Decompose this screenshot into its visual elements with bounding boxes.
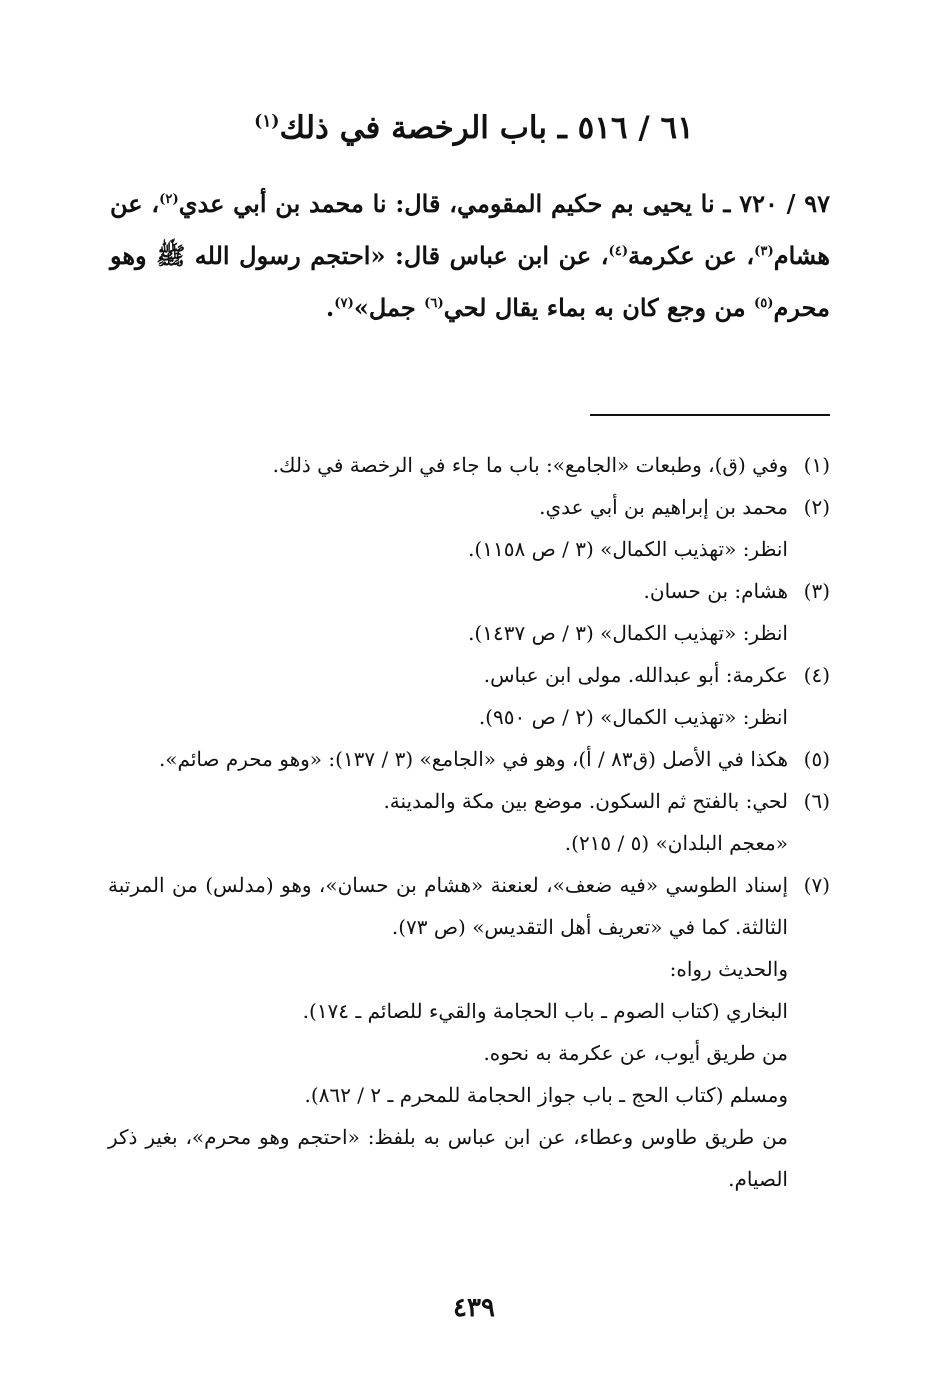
- footnote-line: ومسلم (كتاب الحج ـ باب جواز الحجامة للمحرم ـ ٢ / ٨٦٢).: [304, 1083, 788, 1107]
- footnote-marker: (٧): [334, 296, 354, 311]
- footnote-reference: انظر: «تهذيب الكمال» (٢ / ص ٩٥٠).: [478, 705, 788, 729]
- footnote-line: والحديث رواه:: [669, 957, 788, 981]
- footnote-line: من طريق طاوس وعطاء، عن ابن عباس به بلفظ: «احتجم وهو محرم»، بغير ذكر الصيام.: [108, 1125, 789, 1191]
- footnote-7: [108, 864, 830, 1200]
- footnote-text: هشام: بن حسان.: [643, 579, 788, 603]
- hadith-segment: من وجع كان به بماء يقال لحي: [443, 293, 754, 322]
- footnote-number: (٦): [803, 789, 830, 813]
- footnote-4: [108, 654, 830, 738]
- hadith-segment: ، عن هشام: [110, 189, 830, 270]
- footnote-number: (٧): [803, 873, 830, 897]
- footnotes: [108, 444, 830, 1200]
- hadith-segment: ، عن ابن عباس قال: «احتجم رسول الله ﷺ وهو محرم: [110, 241, 830, 322]
- footnote-number: (١): [803, 453, 830, 477]
- hadith-segment: .: [325, 293, 335, 322]
- hadith-segment: جمل»: [353, 293, 425, 322]
- footnote-2: [108, 486, 830, 570]
- footnote-text: محمد بن إبراهيم بن أبي عدي.: [539, 495, 788, 519]
- footnote-marker: (٣): [754, 244, 774, 259]
- footnote-text: هكذا في الأصل (ق٨٣ / أ)، وهو في «الجامع» (٣ / ١٣٧): «وهو محرم صائم».: [158, 747, 788, 771]
- hadith-segment: ، عن عكرمة: [628, 241, 755, 270]
- footnote-number: (٤): [803, 663, 830, 687]
- footnote-5: [108, 738, 830, 780]
- footnote-marker: (٥): [753, 296, 774, 311]
- footnote-marker: (٤): [608, 244, 629, 259]
- footnote-text: وفي (ق)، وطبعات «الجامع»: باب ما جاء في الرخصة في ذلك.: [272, 453, 788, 477]
- footnote-number: (٣): [803, 579, 830, 603]
- footnote-reference: «معجم البلدان» (٥ / ٢١٥).: [564, 831, 788, 855]
- hadith-segment: ٩٧ / ٧٢٠ ـ نا يحيى بم حكيم المقومي، قال: نا محمد بن أبي عدي: [178, 189, 830, 218]
- footnote-6: [108, 780, 830, 864]
- footnote-number: (٥): [803, 747, 830, 771]
- chapter-title-text: ٦١ / ٥١٦ ـ باب الرخصة في ذلك: [279, 110, 694, 146]
- chapter-title: [0, 98, 948, 158]
- hadith-text: [110, 178, 830, 334]
- footnote-line: من طريق أيوب، عن عكرمة به نحوه.: [483, 1041, 788, 1065]
- footnote-marker: (٦): [424, 296, 444, 311]
- footnote-text: إسناد الطوسي «فيه ضعف»، لعنعنة «هشام بن حسان»، وهو (مدلس) من المرتبة الثالثة. كما في «تعريف أهل التقديس» (ص ٧٣).: [108, 873, 788, 939]
- footnote-text: لحي: بالفتح ثم السكون. موضع بين مكة والمدينة.: [383, 789, 788, 813]
- footnote-number: (٢): [803, 495, 830, 519]
- footnote-marker: (١): [254, 111, 280, 132]
- footnote-1: [108, 444, 830, 486]
- footnote-reference: انظر: «تهذيب الكمال» (٣ / ص ١١٥٨).: [468, 537, 788, 561]
- footnote-marker: (٢): [159, 192, 179, 207]
- footnote-3: [108, 570, 830, 654]
- footnote-line: البخاري (كتاب الصوم ـ باب الحجامة والقيء للصائم ـ ١٧٤).: [302, 999, 788, 1023]
- page-number: ٤٣٩: [453, 1293, 495, 1323]
- footnote-text: عكرمة: أبو عبدالله. مولى ابن عباس.: [483, 663, 788, 687]
- footnote-divider: [590, 414, 830, 416]
- footnote-reference: انظر: «تهذيب الكمال» (٣ / ص ١٤٣٧).: [468, 621, 788, 645]
